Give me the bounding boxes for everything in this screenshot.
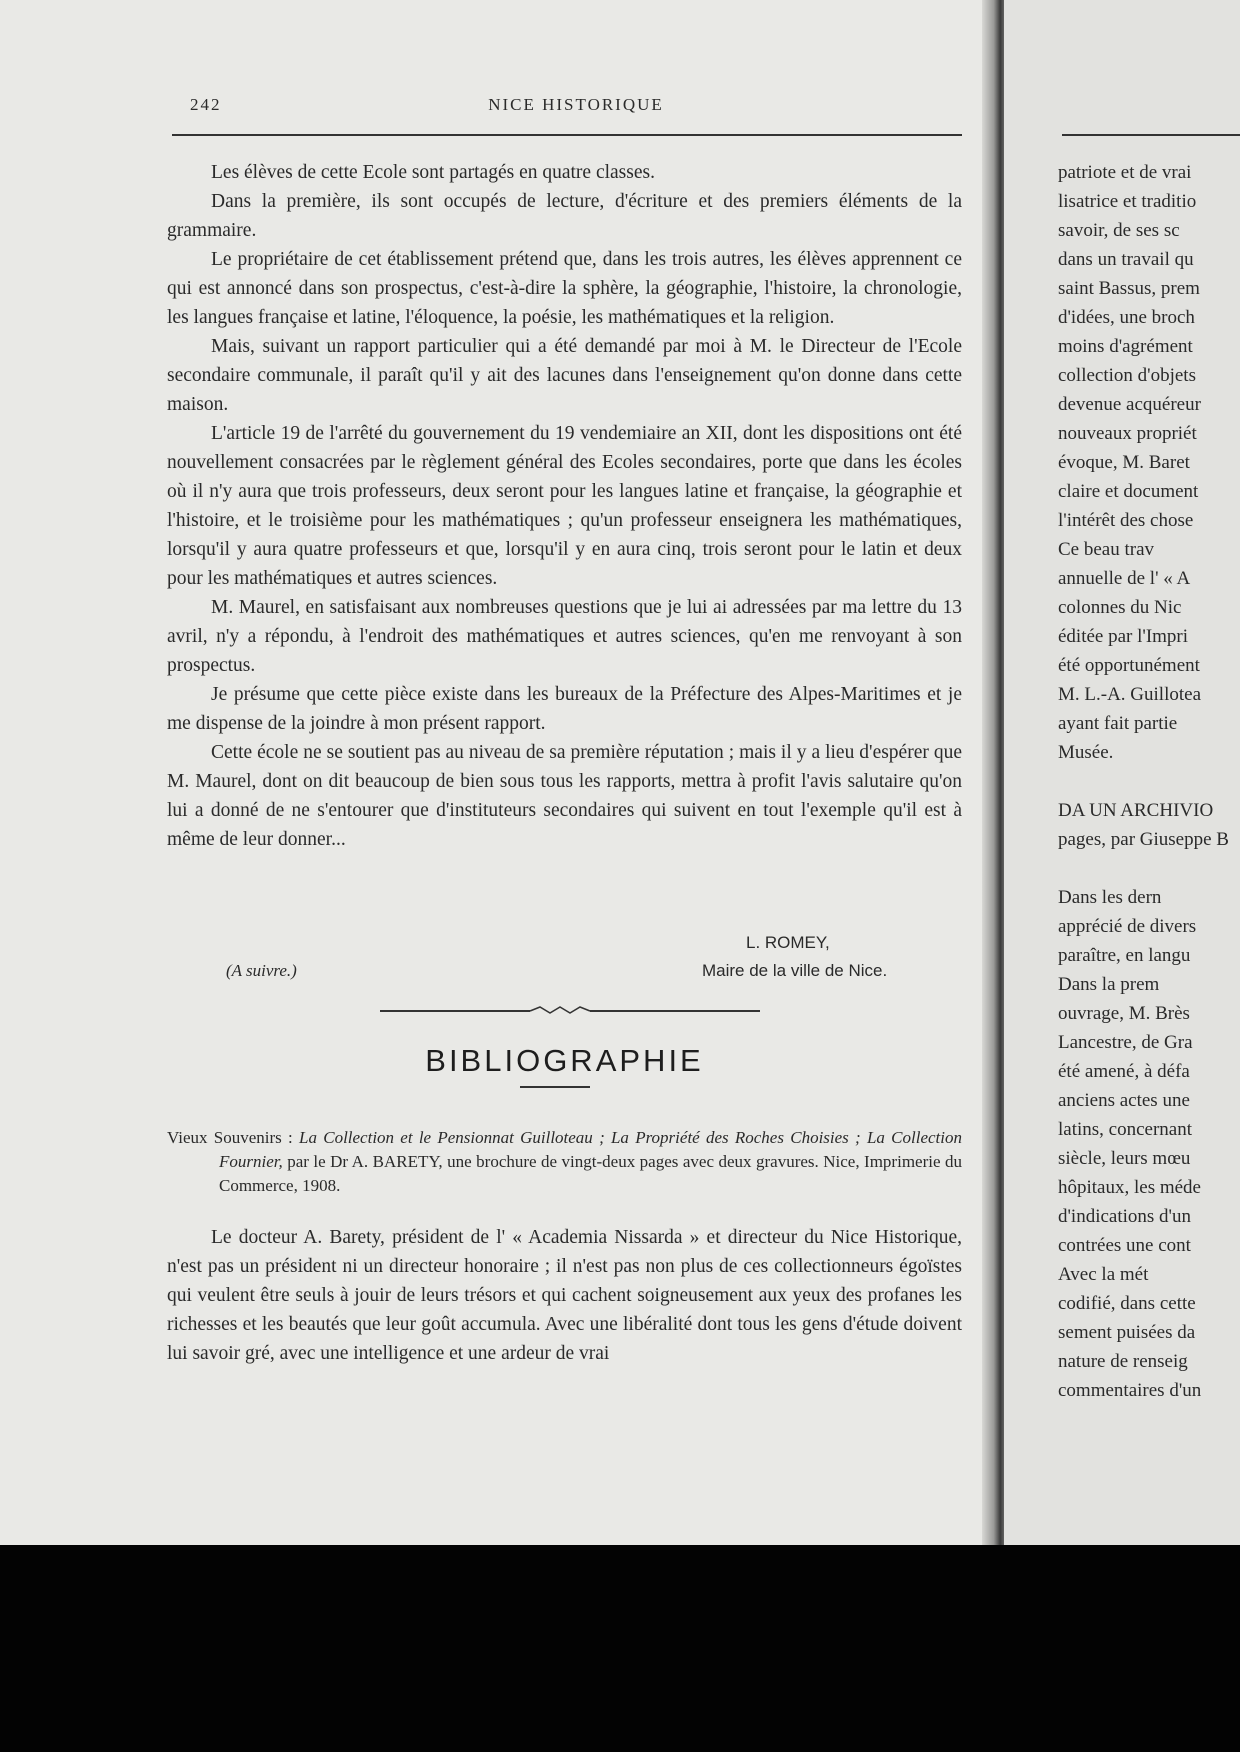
facing-page-line: annuelle de l' « A [1058,568,1191,589]
facing-page-line: d'indications d'un [1058,1206,1191,1227]
paragraph: Cette école ne se soutient pas au niveau de sa première réputation ; mais il y a lieu d'espérer que M. Maurel, dont on dit beaucoup de bien sous tous les rapports, mettra à profit l'avis salutaire qu'on lui a donné de ne s'entourer que d'instituteurs secondaires qui suivent en tout l'exemple qu'il est à même de leur donner... [167,742,962,850]
heading-underline [520,1086,590,1088]
facing-page-line: M. L.-A. Guillotea [1058,684,1202,705]
facing-page-line: devenue acquéreur [1058,394,1201,415]
facing-page-line: patriote et de vrai [1058,162,1192,183]
bibliography-entry [167,1126,962,1198]
ornamental-divider [380,1004,760,1016]
facing-page-line: nouveaux propriét [1058,423,1197,444]
entry-prefix: Vieux Souvenirs : [167,1128,300,1147]
facing-page-line: l'intérêt des chose [1058,510,1194,531]
facing-page-line: hôpitaux, les méde [1058,1177,1201,1198]
report-text [167,158,962,854]
signer-title: Maire de la ville de Nice. [702,961,888,980]
paragraph: M. Maurel, en satisfaisant aux nombreuses questions que je lui ai adressées par ma lettre du 13 avril, n'y a répondu, à l'endroit des mathématiques et autres sciences, qu'en me renvoyant à son prospectus. [167,597,962,676]
facing-page-line: évoque, M. Baret [1058,452,1190,473]
facing-page-line: Dans les dern [1058,887,1162,908]
facing-page-line: lisatrice et traditio [1058,191,1197,212]
paragraph: Mais, suivant un rapport particulier qui a été demandé par moi à M. le Directeur de l'Ecole secondaire communale, il paraît qu'il y ait des lacunes dans l'enseignement qu'on donne dans cette maison. [167,336,962,415]
facing-page-line: anciens actes une [1058,1090,1190,1111]
paragraph: Les élèves de cette Ecole sont partagés en quatre classes. [211,162,655,183]
facing-page-line: latins, concernant [1058,1119,1193,1140]
facing-page-line: Lancestre, de Gra [1058,1032,1193,1053]
paragraph: Dans la première, ils sont occupés de lecture, d'écriture et des premiers éléments de la grammaire. [167,191,962,241]
facing-page-line: Ce beau trav [1058,539,1155,560]
facing-page-line: savoir, de ses sc [1058,220,1180,241]
facing-page-line: Musée. [1058,742,1114,763]
header-rule [172,134,962,136]
facing-page-text [1058,158,1240,1405]
paragraph: Le docteur A. Barety, président de l' « Academia Nissarda » et directeur du Nice Historique, n'est pas un président ni un directeur honoraire ; il n'est pas non plus de ces collectionneurs égoïstes qui veulent être seuls à jouir de leurs trésors et qui cachent soigneusement aux yeux des profanes les richesses et les beautés que leur goût accumula. Avec une libéralité dont tous les gens d'étude doivent lui savoir gré, avec une intelligence et une ardeur de vrai [167,1227,962,1364]
scan-background [0,1545,1240,1752]
facing-page-line: collection d'objets [1058,365,1196,386]
facing-page-line: d'idées, une broch [1058,307,1195,328]
facing-page-line: moins d'agrément [1058,336,1193,357]
facing-page-line: sement puisées da [1058,1322,1196,1343]
header-rule [1062,134,1240,136]
page-number: 242 [190,95,222,114]
facing-page-line: été opportunément [1058,655,1200,676]
facing-page-line: saint Bassus, prem [1058,278,1200,299]
facing-page-line [1058,767,1240,796]
facing-page-line: Dans la prem [1058,974,1160,995]
entry-titles: La Collection et le Pensionnat Guilloteau ; La Propriété des Roches Choisies ; La Collection Fournier, [219,1128,962,1171]
signature-block [168,933,908,993]
facing-page-line: codifié, dans cette [1058,1293,1196,1314]
to-be-continued: (A suivre.) [226,961,297,980]
facing-page-line: contrées une cont [1058,1235,1191,1256]
facing-page-line: siècle, leurs mœu [1058,1148,1191,1169]
facing-page-line: colonnes du Nic [1058,597,1182,618]
review-text [167,1223,962,1368]
facing-page-line: DA UN ARCHIVIO [1058,800,1214,821]
facing-page [1004,0,1240,1545]
facing-page-line: commentaires d'un [1058,1380,1202,1401]
facing-page-line: ayant fait partie [1058,713,1178,734]
facing-page-line: éditée par l'Impri [1058,626,1189,647]
facing-page-line: Avec la mét [1058,1264,1149,1285]
facing-page-line: ouvrage, M. Brès [1058,1003,1190,1024]
facing-page-line [1058,854,1240,883]
paragraph: Je présume que cette pièce existe dans les bureaux de la Préfecture des Alpes-Maritimes et je me dispense de la joindre à mon présent rapport. [167,684,962,734]
running-head [190,95,962,119]
facing-page-line: pages, par Giuseppe B [1058,829,1229,850]
facing-page-line: apprécié de divers [1058,916,1197,937]
facing-page-line: dans un travail qu [1058,249,1194,270]
facing-page-line: nature de renseig [1058,1351,1188,1372]
paragraph: Le propriétaire de cet établissement prétend que, dans les trois autres, les élèves apprennent ce qui est annoncé dans son prospectus, c'est-à-dire la sphère, la géographie, l'histoire, la chronologie, les langues française et latine, l'éloquence, la poésie, les mathématiques et la religion. [167,249,962,328]
facing-page-line: paraître, en langu [1058,945,1191,966]
facing-page-line: claire et document [1058,481,1199,502]
journal-title: NICE HISTORIQUE [488,95,664,114]
signer-name: L. ROMEY, [746,933,830,952]
facing-page-line: été amené, à défa [1058,1061,1190,1082]
entry-details: par le Dr A. BARETY, une brochure de vingt-deux pages avec deux gravures. Nice, Imprimerie du Commerce, 1908. [219,1152,962,1195]
section-heading: BIBLIOGRAPHIE [425,1043,704,1078]
paragraph: L'article 19 de l'arrêté du gouvernement du 19 vendemiaire an XII, dont les dispositions ont été nouvellement consacrées par le règlement général des Ecoles secondaires, porte que dans les écoles où il n'y aura que trois professeurs, deux seront pour les langues latine et française, la géographie et l'histoire, et le troisième pour les mathématiques ; qu'un professeur enseignera les mathématiques, lorsqu'il y aura quatre professeurs et que, lorsqu'il y en aura cinq, trois seront pour le latin et deux pour les mathématiques et autres sciences. [167,423,962,589]
